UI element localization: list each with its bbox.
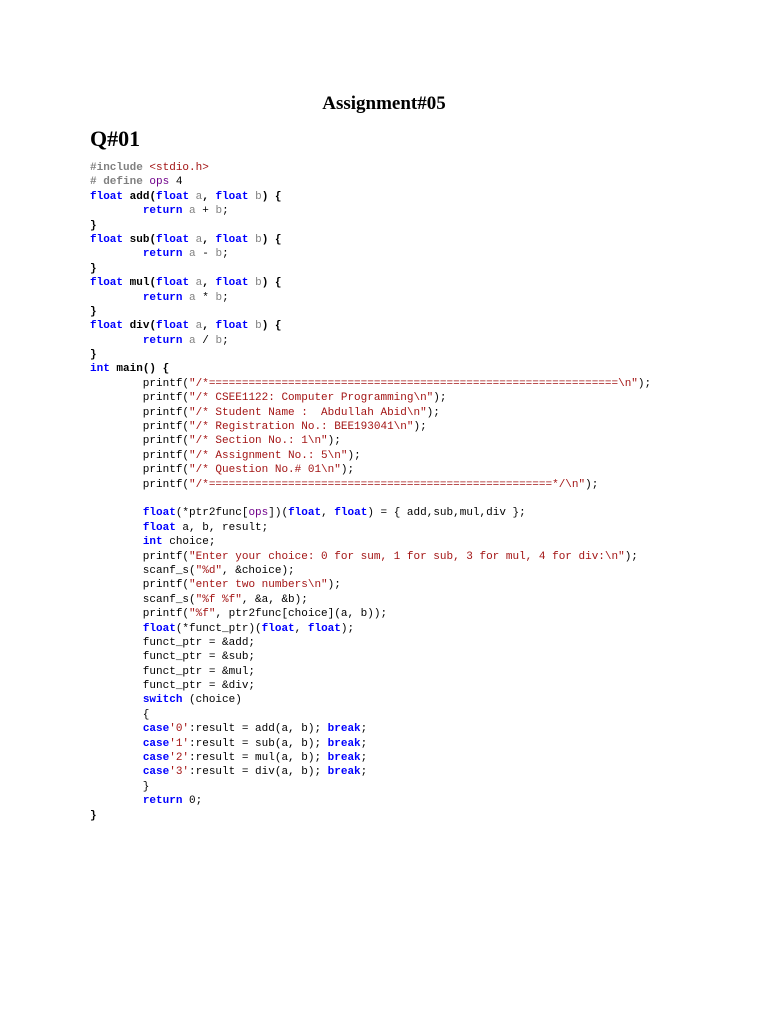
code-token-text: , &a, &b);	[241, 593, 308, 606]
code-token-string: "%d"	[195, 564, 223, 577]
code-token-string: <stdio.h>	[149, 162, 209, 174]
code-line	[90, 377, 651, 391]
code-token-string: "/* CSEE1122: Computer Programming\n"	[189, 392, 434, 405]
code-token-text: 4	[169, 176, 183, 189]
code-token-text: ) {	[261, 233, 282, 246]
code-token-text	[90, 522, 143, 534]
code-block	[90, 161, 651, 823]
code-token-text	[123, 234, 130, 246]
code-line	[90, 809, 651, 823]
code-token-parameter: a	[195, 233, 203, 246]
code-token-text: ;	[360, 766, 368, 779]
code-token-text: ) {	[261, 277, 282, 290]
code-token-text: :result = div(a, b);	[189, 766, 328, 779]
code-token-text: (*ptr2func[	[175, 507, 249, 520]
code-token-parameter: b	[255, 233, 262, 246]
code-line	[90, 219, 651, 233]
code-token-text: );	[624, 550, 638, 563]
code-token-keyword: return	[142, 291, 183, 304]
code-line	[90, 751, 651, 765]
code-token-text: :result = sub(a, b);	[189, 737, 328, 750]
code-line	[90, 463, 651, 477]
code-token-keyword: return	[142, 248, 183, 261]
code-token-keyword: switch	[142, 694, 183, 707]
code-token-string: "/* Registration No.: BEE193041\n"	[189, 421, 414, 434]
code-line	[90, 607, 651, 621]
code-token-text: ;	[222, 205, 229, 218]
code-token-function-name: div	[129, 320, 150, 333]
code-line	[90, 161, 651, 175]
code-token-keyword: case	[142, 766, 170, 779]
code-token-text	[90, 205, 143, 217]
code-token-string: "Enter your choice: 0 for sum, 1 for sub, 3 for mul, 4 for div:\n"	[189, 550, 625, 563]
code-token-parameter: b	[215, 291, 223, 304]
code-line	[90, 334, 651, 348]
code-token-text	[90, 738, 143, 750]
code-token-string: "/* Assignment No.: 5\n"	[189, 449, 348, 462]
code-token-keyword: float	[90, 190, 124, 203]
code-token-keyword: break	[327, 737, 361, 750]
code-line	[90, 204, 651, 218]
code-token-string: '1'	[169, 737, 190, 750]
code-token-function-name: mul	[129, 277, 150, 290]
code-token-text	[123, 320, 130, 332]
code-token-text: (*funct_ptr)(	[175, 622, 262, 635]
code-token-text: ,	[202, 277, 216, 290]
code-token-text: {	[90, 708, 150, 721]
code-token-keyword: float	[215, 190, 249, 203]
code-line	[90, 665, 651, 679]
code-token-string: '3'	[169, 766, 190, 779]
code-token-text: printf(	[90, 464, 190, 477]
code-token-preprocessor: #include	[90, 162, 150, 174]
code-token-parameter: b	[255, 320, 262, 333]
code-line	[90, 478, 651, 492]
code-line	[90, 506, 651, 520]
code-token-text: );	[585, 478, 599, 491]
code-line	[90, 434, 651, 448]
code-token-keyword: int	[90, 363, 110, 376]
code-token-text: );	[413, 421, 427, 434]
code-token-text: +	[195, 205, 216, 218]
code-token-text: ,	[202, 190, 216, 203]
code-token-string: "/* Student Name : Abdullah Abid\n"	[189, 406, 427, 419]
code-line	[90, 291, 651, 305]
code-token-keyword: float	[307, 622, 341, 635]
code-token-text	[90, 507, 143, 519]
code-line	[90, 175, 651, 189]
code-token-keyword: float	[215, 320, 249, 333]
code-token-text: ])(	[268, 507, 289, 520]
code-token-keyword: return	[142, 205, 183, 218]
code-line	[90, 348, 651, 362]
code-token-parameter: b	[215, 205, 223, 218]
code-token-keyword: float	[90, 277, 124, 290]
code-token-keyword: float	[261, 622, 295, 635]
code-line	[90, 535, 651, 549]
code-line	[90, 319, 651, 333]
code-token-text: /	[195, 334, 216, 347]
code-token-text	[90, 766, 143, 778]
code-token-text: ;	[222, 248, 229, 261]
code-token-text	[90, 248, 143, 260]
code-token-keyword: break	[327, 723, 361, 736]
code-token-text: ) {	[261, 320, 282, 333]
code-token-text: printf(	[90, 421, 190, 434]
code-token-text: ,	[202, 320, 216, 333]
code-token-keyword: float	[156, 233, 190, 246]
code-token-text	[90, 292, 143, 304]
code-line	[90, 262, 651, 276]
code-token-text: ;	[360, 737, 368, 750]
code-token-keyword: float	[156, 320, 190, 333]
code-token-text: choice;	[162, 536, 216, 549]
code-line	[90, 578, 651, 592]
code-token-text: ) {	[261, 190, 282, 203]
code-line	[90, 693, 651, 707]
code-token-text: funct_ptr = &div;	[90, 680, 256, 693]
code-token-text: ,	[202, 233, 216, 246]
code-token-text: *	[195, 291, 216, 304]
code-line	[90, 765, 651, 779]
code-token-parameter: a	[195, 190, 203, 203]
code-token-text: ;	[360, 752, 368, 765]
code-token-text: 0;	[182, 795, 203, 808]
code-token-text: );	[426, 406, 440, 419]
code-token-text: }	[90, 262, 97, 275]
code-token-text	[189, 320, 196, 332]
code-line	[90, 190, 651, 204]
code-token-text: }	[90, 809, 97, 822]
code-token-text: }	[90, 349, 97, 362]
code-line	[90, 521, 651, 535]
code-token-text: ) = { add,sub,mul,div };	[367, 507, 526, 520]
code-token-text: funct_ptr = &add;	[90, 636, 256, 649]
code-line	[90, 564, 651, 578]
code-token-text: );	[637, 377, 652, 390]
code-token-string: "%f"	[189, 608, 216, 621]
code-line	[90, 622, 651, 636]
code-token-keyword: float	[288, 507, 322, 520]
code-token-keyword: float	[90, 233, 124, 246]
code-token-macro: ops	[149, 176, 170, 189]
code-token-string: '2'	[169, 752, 190, 765]
code-token-text: }	[90, 219, 97, 232]
code-line	[90, 391, 651, 405]
code-token-parameter: a	[195, 277, 203, 290]
code-token-text	[189, 191, 196, 203]
code-token-keyword: float	[156, 190, 190, 203]
code-token-text	[90, 752, 143, 764]
code-token-text: printf(	[90, 377, 190, 390]
code-token-text: printf(	[90, 406, 190, 419]
code-token-text: );	[433, 392, 447, 405]
code-token-keyword: float	[156, 277, 190, 290]
code-line	[90, 492, 651, 506]
code-token-text	[90, 335, 143, 347]
code-token-text	[123, 191, 130, 203]
code-token-text	[189, 277, 196, 289]
code-token-string: "/* Section No.: 1\n"	[189, 435, 328, 448]
code-token-keyword: case	[142, 723, 170, 736]
code-token-keyword: float	[90, 320, 124, 333]
code-line	[90, 362, 651, 376]
code-token-text: );	[340, 622, 355, 635]
code-token-keyword: case	[142, 737, 170, 750]
code-token-text	[90, 623, 143, 635]
code-line	[90, 593, 651, 607]
code-token-text: ;	[222, 291, 229, 304]
code-line	[90, 636, 651, 650]
code-token-parameter: a	[189, 334, 196, 347]
code-token-string: "/* Question No.# 01\n"	[189, 464, 341, 477]
code-token-text	[123, 277, 130, 289]
code-token-keyword: break	[327, 766, 361, 779]
code-token-keyword: float	[142, 507, 176, 520]
code-line	[90, 233, 651, 247]
code-token-text: printf(	[90, 435, 190, 448]
code-token-keyword: float	[215, 277, 249, 290]
code-line	[90, 737, 651, 751]
code-token-keyword: return	[142, 334, 183, 347]
code-token-text	[90, 795, 143, 807]
code-token-text: , &choice);	[222, 564, 295, 577]
code-line	[90, 276, 651, 290]
code-token-function-name: main	[116, 363, 143, 376]
code-token-text: printf(	[90, 392, 190, 405]
code-token-text: -	[195, 248, 216, 261]
code-token-parameter: a	[189, 248, 196, 261]
code-line	[90, 650, 651, 664]
code-line	[90, 722, 651, 736]
code-token-text	[90, 536, 143, 548]
code-line	[90, 449, 651, 463]
code-token-text: );	[327, 435, 341, 448]
code-token-text: scanf_s(	[90, 593, 196, 606]
code-token-parameter: b	[255, 277, 262, 290]
code-token-text: }	[90, 780, 150, 793]
code-token-parameter: b	[215, 334, 223, 347]
code-token-text: () {	[142, 363, 170, 376]
code-token-text: ,	[294, 622, 308, 635]
code-token-preprocessor: # define	[90, 176, 150, 189]
code-token-text: (	[149, 320, 157, 333]
code-token-text: (	[149, 233, 157, 246]
code-line	[90, 679, 651, 693]
code-token-text: a, b, result;	[175, 521, 269, 534]
code-token-text: (	[149, 190, 157, 203]
code-line	[90, 794, 651, 808]
code-token-text: :result = add(a, b);	[189, 723, 328, 736]
code-token-text: ;	[360, 723, 368, 736]
code-token-string: "%f %f"	[195, 593, 242, 606]
code-token-text	[90, 723, 143, 735]
question-heading: Q#01	[90, 126, 141, 151]
code-token-function-name: sub	[129, 233, 150, 246]
code-token-text: (	[149, 277, 157, 290]
code-line	[90, 420, 651, 434]
code-token-parameter: a	[189, 291, 196, 304]
code-token-text: :result = mul(a, b);	[189, 752, 328, 765]
code-token-string: "/*====================================================*/\n"	[189, 478, 586, 491]
document-title: Assignment#05	[322, 93, 446, 114]
code-token-keyword: float	[142, 622, 176, 635]
code-token-text: printf(	[90, 579, 190, 592]
code-token-text: }	[90, 305, 97, 318]
code-token-string: '0'	[169, 723, 190, 736]
code-token-parameter: a	[195, 320, 203, 333]
code-token-text: );	[327, 579, 341, 592]
code-token-text: funct_ptr = &sub;	[90, 651, 256, 664]
code-token-text: printf(	[90, 608, 190, 621]
code-token-text	[189, 234, 196, 246]
code-token-text: printf(	[90, 478, 190, 491]
code-line	[90, 406, 651, 420]
code-token-text: ;	[222, 334, 229, 347]
code-token-keyword: float	[334, 507, 368, 520]
code-token-parameter: b	[215, 248, 223, 261]
code-token-macro: ops	[248, 507, 269, 520]
code-token-keyword: break	[327, 752, 361, 765]
code-token-string: "/*==============================================================\n"	[189, 377, 638, 390]
code-token-keyword: float	[142, 521, 176, 534]
code-line	[90, 305, 651, 319]
code-token-keyword: case	[142, 752, 170, 765]
code-token-text: funct_ptr = &mul;	[90, 665, 256, 678]
code-token-text: printf(	[90, 449, 190, 462]
code-token-keyword: return	[142, 795, 183, 808]
code-token-function-name: add	[129, 190, 150, 203]
code-token-text: , ptr2func[choice](a, b));	[215, 608, 388, 621]
code-token-text	[90, 694, 143, 706]
code-token-text: (choice)	[182, 694, 242, 707]
code-line	[90, 708, 651, 722]
code-token-parameter: b	[255, 190, 262, 203]
code-line	[90, 550, 651, 564]
code-token-parameter: a	[189, 205, 196, 218]
code-token-string: "enter two numbers\n"	[189, 579, 328, 592]
code-token-text: printf(	[90, 550, 190, 563]
code-token-keyword: float	[215, 233, 249, 246]
code-token-text: scanf_s(	[90, 564, 196, 577]
code-token-keyword: int	[142, 536, 163, 549]
code-token-text: );	[340, 464, 355, 477]
code-token-text: );	[347, 449, 361, 462]
code-line	[90, 780, 651, 794]
code-line	[90, 247, 651, 261]
code-token-text: ,	[321, 507, 335, 520]
